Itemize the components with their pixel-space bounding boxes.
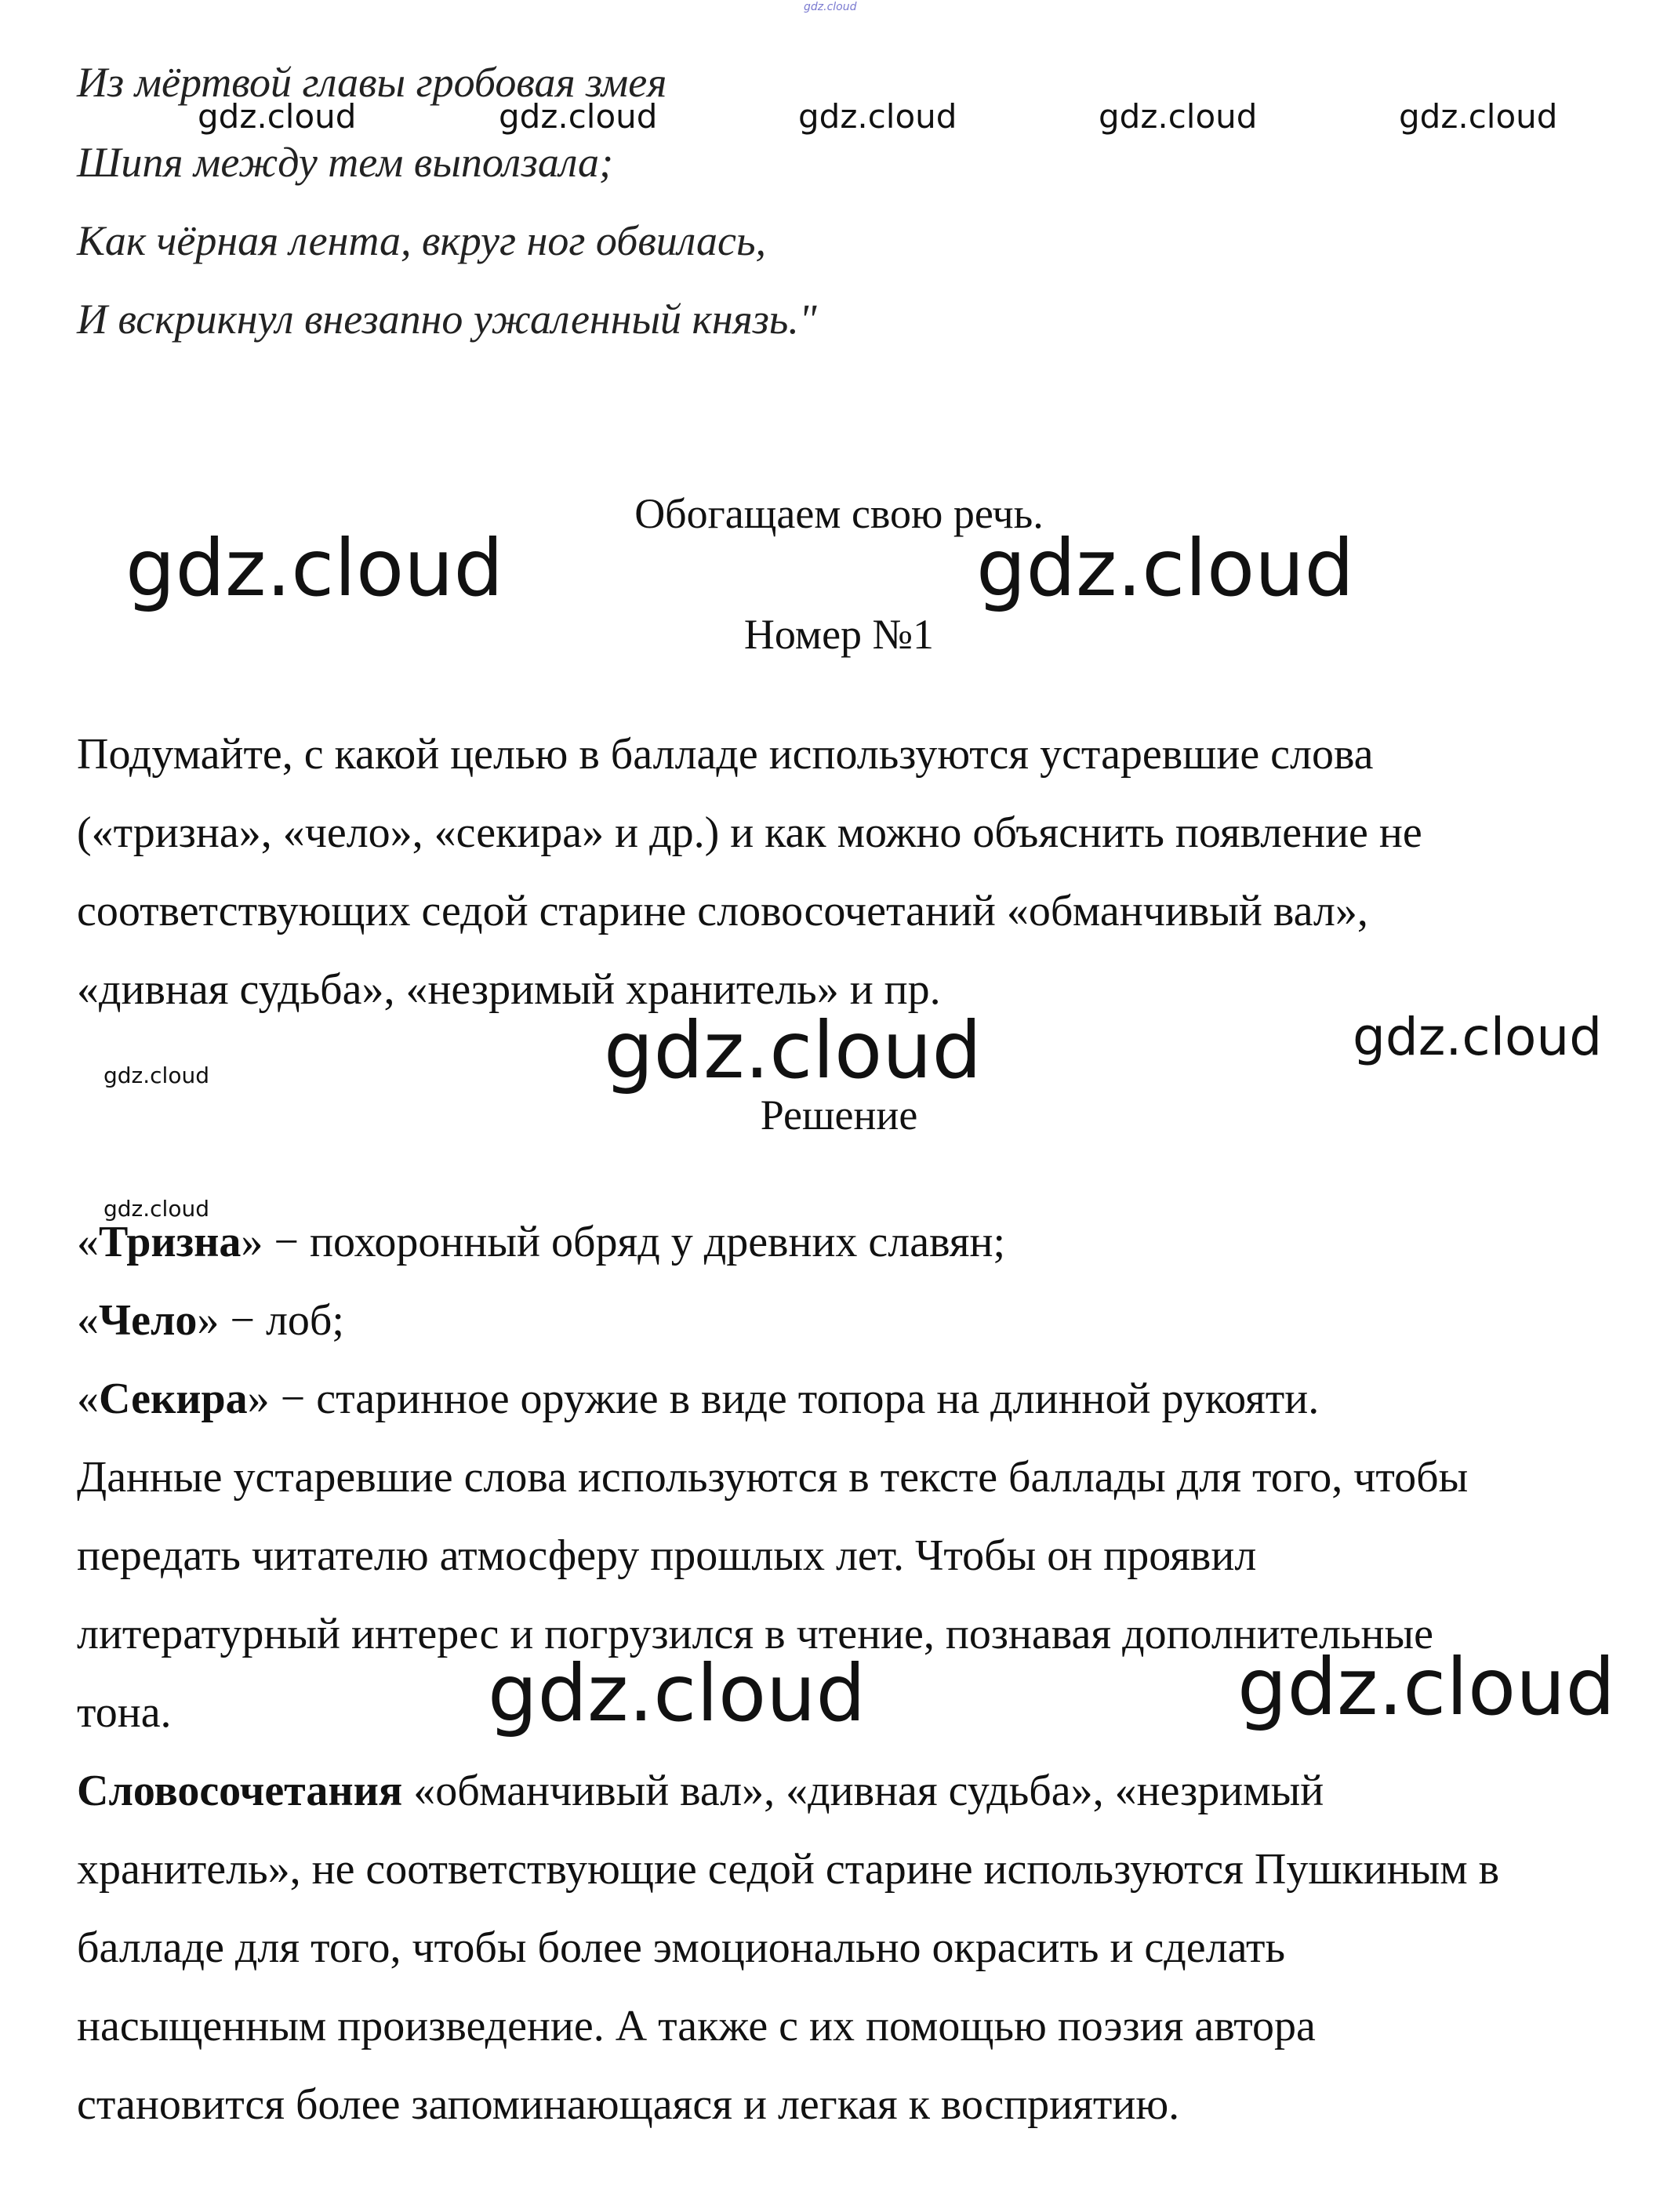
paragraph-1-line-2: передать читателю атмосферу прошлых лет. Чтобы он проявил [77,1531,1257,1580]
paragraph-1-line-3: литературный интерес и погрузился в чтение, познавая дополнительные [77,1610,1433,1658]
paragraph-2-bold-term: Словосочетания [77,1767,403,1815]
definition-sekira: «Секира» − старинное оружие в виде топора на длинной рукояти. [77,1375,1320,1423]
watermark: gdz.cloud [499,97,658,136]
paragraph-1-line-1: Данные устаревшие слова используются в тексте баллады для того, чтобы [77,1453,1469,1502]
question-line-4: «дивная судьба», «незримый хранитель» и пр. [77,965,941,1014]
question-line-3: соответствующих седой старине словосочетаний «обманчивый вал», [77,887,1368,935]
paragraph-2-line-1: Словосочетания «обманчивый вал», «дивная судьба», «незримый [77,1767,1324,1815]
definition-chelo: «Чело» − лоб; [77,1296,344,1345]
term: Секира [99,1375,248,1423]
section-title: Обогащаем свою речь. [634,490,1044,537]
question-line-2: («тризна», «чело», «секира» и др.) и как можно объяснить появление не [77,808,1422,857]
paragraph-1-line-4: тона. [77,1688,172,1737]
watermark: gdz.cloud [1399,97,1558,136]
term: Чело [99,1296,198,1345]
watermark: gdz.cloud [104,1196,209,1222]
solution-heading: Решение [760,1091,918,1139]
question-line-1: Подумайте, с какой целью в балладе используются устаревшие слова [77,730,1374,779]
watermark: gdz.cloud [798,97,957,136]
watermark-top: gdz.cloud [804,1,857,13]
watermark: gdz.cloud [198,97,357,136]
definition-trizna: «Тризна» − похоронный обряд у древних славян; [77,1218,1006,1266]
poem-line-3: Как чёрная лента, вкруг ног обвилась, [77,217,767,264]
paragraph-2-line-5: становится более запоминающаяся и легкая к восприятию. [77,2080,1180,2129]
paragraph-2-line-3: балладе для того, чтобы более эмоционально окрасить и сделать [77,1923,1285,1972]
poem-line-4: И вскрикнул внезапно ужаленный князь." [77,296,817,343]
watermark: gdz.cloud [488,1647,866,1739]
paragraph-2-line-2: хранитель», не соответствующие седой старине используются Пушкиным в [77,1845,1500,1894]
watermark: gdz.cloud [604,1004,982,1096]
poem-line-1: Из мёртвой главы гробовая змея [77,59,667,106]
watermark: gdz.cloud [104,1062,209,1088]
watermark: gdz.cloud [125,522,504,614]
term: Тризна [99,1218,242,1266]
watermark: gdz.cloud [1099,97,1258,136]
watermark: gdz.cloud [976,522,1355,614]
watermark: gdz.cloud [1353,1007,1603,1067]
paragraph-2-line-4: насыщенным произведение. А также с их помощью поэзия автора [77,2002,1316,2050]
watermark: gdz.cloud [1237,1641,1616,1733]
task-number: Номер №1 [743,611,935,658]
poem-line-2: Шипя между тем выползала; [77,139,614,186]
